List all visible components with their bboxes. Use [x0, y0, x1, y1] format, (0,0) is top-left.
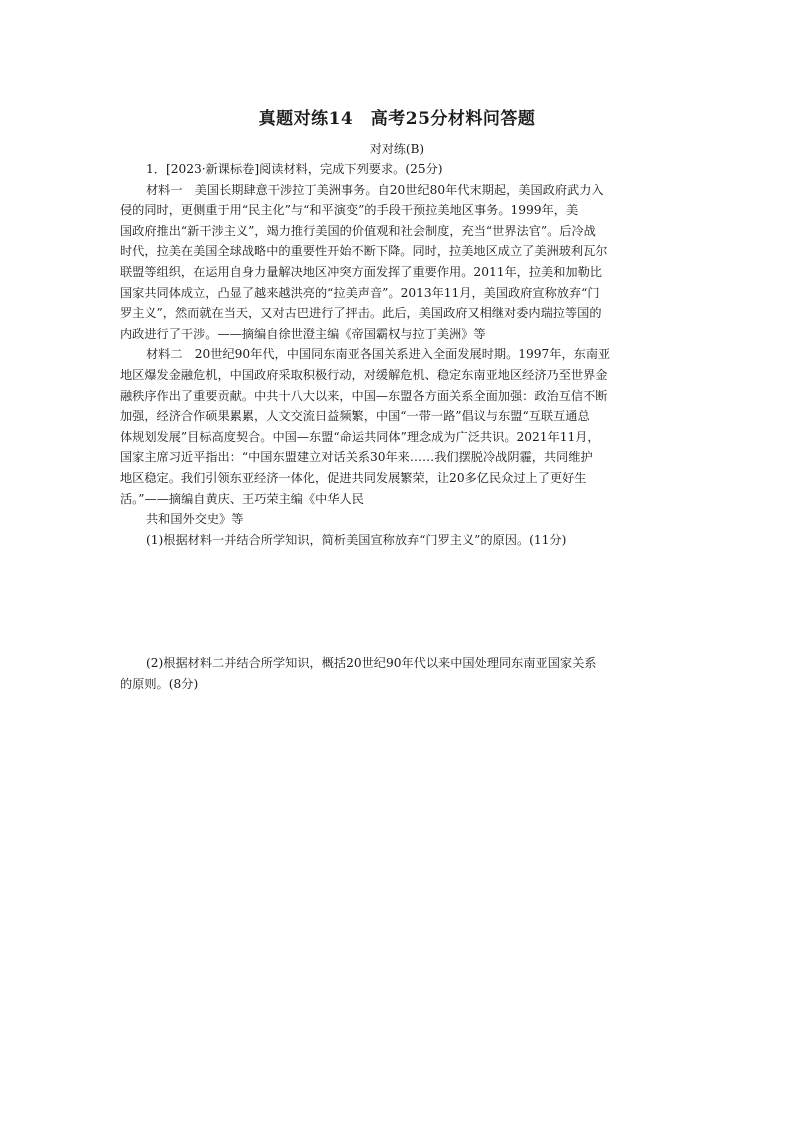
material1-line: 材料一 美国长期肆意干涉拉丁美洲事务。自20世纪80年代末期起，美国政府武力入	[146, 182, 604, 197]
page-title: 真题对练14 高考25分材料问答题	[258, 109, 536, 129]
material2-line: 国家主席习近平指出：“中国东盟建立对话关系30年来……我们摆脱冷战阴霾，共同维护	[120, 450, 593, 465]
material2-line: 体规划发展”目标高度契合。中国—东盟“命运共同体”理念成为广泛共识。2021年11月，	[120, 429, 600, 444]
material2-line: 材料二 20世纪90年代，中国同东南亚各国关系进入全面发展时期。1997年，东南亚	[146, 347, 611, 362]
material2-line: 地区稳定。我们引领东亚经济一体化，促进共同发展繁荣，让20多亿民众过上了更好生	[120, 470, 587, 485]
material1-line: 国家共同体成立，凸显了越来越洪亮的“拉美声音”。2013年11月，美国政府宣称放弃“门	[120, 285, 600, 300]
page-subtitle: 对对练(B)	[369, 142, 425, 156]
material1-line: 内政进行了干涉。——摘编自徐世澄主编《帝国霸权与拉丁美洲》等	[120, 326, 486, 341]
question-1: (1)根据材料一并结合所学知识，简析美国宣称放弃“门罗主义”的原因。(11分)	[146, 532, 567, 547]
material2-line: 地区爆发金融危机，中国政府采取积极行动，对缓解危机、稳定东南亚地区经济乃至世界金	[120, 367, 608, 382]
material2-line: 加强，经济合作硕果累累，人文交流日益频繁，中国“一带一路”倡议与东盟“互联互通总	[120, 409, 590, 424]
material1-line: 罗主义”，然而就在当天，又对古巴进行了抨击。此后，美国政府又相继对委内瑞拉等国的	[120, 306, 602, 321]
question-body	[120, 159, 676, 694]
material2-line: 活。”——摘编自黄庆、王巧荣主编《中华人民	[120, 491, 364, 506]
question-2-cont: 的原则。(8分)	[120, 676, 199, 691]
material1-line: 侵的同时，更侧重于用“民主化”与“和平演变”的手段干预拉美地区事务。1999年，美	[120, 203, 579, 218]
question-2: (2)根据材料二并结合所学知识，概括20世纪90年代以来中国处理同东南亚国家关系	[146, 656, 597, 671]
material2-line: 共和国外交史》等	[146, 512, 244, 527]
material1-line: 时代，拉美在美国全球战略中的重要性开始不断下降。同时，拉美地区成立了美洲玻利瓦尔	[120, 244, 608, 259]
material1-line: 联盟等组织，在运用自身力量解决地区冲突方面发挥了重要作用。2011年，拉美和加勒比	[120, 264, 602, 279]
answer-space	[120, 550, 676, 653]
material1-line: 国政府推出“新干涉主义”，竭力推行美国的价值观和社会制度，充当“世界法官”。后冷战	[120, 223, 596, 238]
material2-line: 融秩序作出了重要贡献。中共十八大以来，中国—东盟各方面关系全面加强：政治互信不断	[120, 388, 608, 403]
question-header: 1．[2023·新课标卷]阅读材料，完成下列要求。(25分)	[146, 162, 443, 176]
